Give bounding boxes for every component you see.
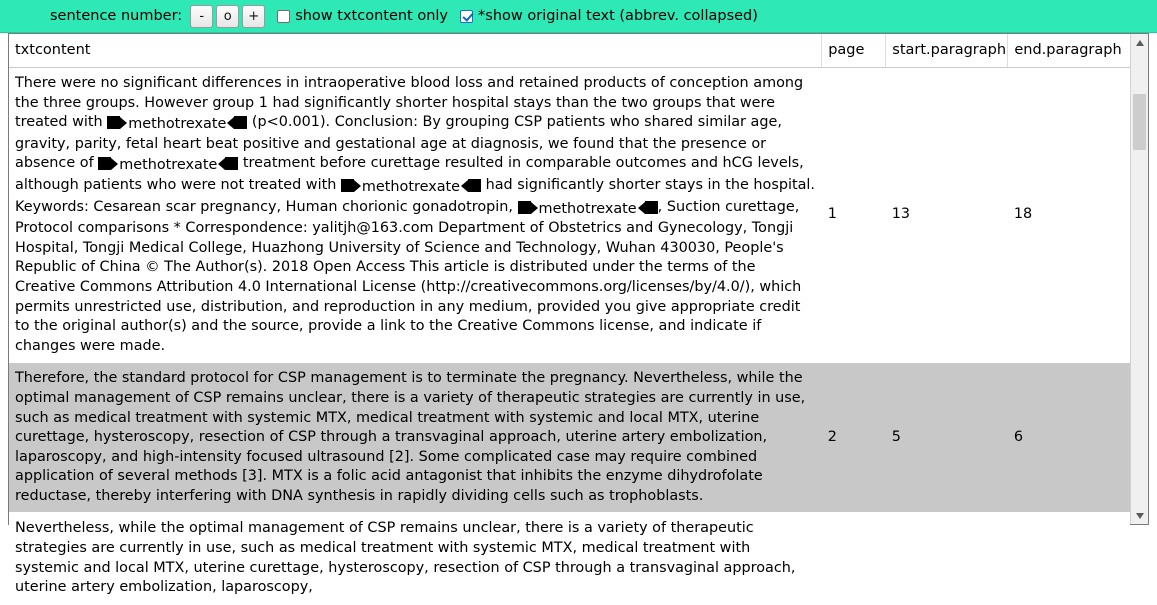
table-row[interactable] bbox=[9, 513, 1130, 604]
column-header-page[interactable]: page bbox=[822, 34, 886, 68]
show-original-text-label[interactable]: *show original text (abbrev. collapsed) bbox=[478, 8, 758, 24]
show-txtcontent-only-checkbox[interactable] bbox=[277, 10, 290, 23]
show-original-text-checkbox[interactable] bbox=[460, 10, 473, 23]
cell-page[interactable]: 2 bbox=[822, 363, 886, 513]
redaction-marked-term: methotrexate bbox=[341, 178, 481, 198]
cell-txtcontent[interactable]: There were no significant differences in intraoperative blood loss and retained products of conception among the three groups. However group 1 had significantly shorter hospital stays than the two groups that were treated with methotrexate (p<0.001). Conclusion: By grouping CSP patients who shared similar age, gravity, parity, fetal heart beat positive and gestational age at diagnosis, we found that the presence or absence of methotrexate treatment before curettage resulted in comparable outcomes and hCG levels, although patients who were not treated with methotrexate had significantly shorter stays in the hospital. Keywords: Cesarean scar pregnancy, Human chorionic gonadotropin, methotrexate , Suction curettage, Protocol comparisons * Correspondence: yalitjh@163.com Department of Obstetrics and Gynecology, Tongji Hospital, Tongji Medical College, Huazhong University of Science and Technology, Wuhan 430030, People's Republic of China © The Author(s). 2018 Open Access This article is distributed under the terms of the Creative Commons Attribution 4.0 International License (http://creativecommons.org/licenses/by/4.0/), which permits unrestricted use, distribution, and reproduction in any medium, provided you give appropriate credit to the original author(s) and the source, provide a link to the Creative Commons license, and indicate if changes were made. bbox=[9, 68, 822, 363]
cell-end-paragraph[interactable]: 18 bbox=[1008, 68, 1130, 363]
cell-end-paragraph[interactable] bbox=[1008, 513, 1130, 604]
toolbar bbox=[0, 0, 1157, 33]
scroll-down-button[interactable] bbox=[1131, 507, 1148, 524]
cell-page[interactable] bbox=[822, 513, 886, 604]
scrollbar-thumb[interactable] bbox=[1133, 94, 1146, 150]
show-txtcontent-only-label[interactable]: show txtcontent only bbox=[295, 8, 449, 24]
cell-start-paragraph[interactable]: 5 bbox=[886, 363, 1008, 513]
sentence-reset-button[interactable]: o bbox=[216, 5, 239, 28]
column-header-end-paragraph[interactable]: end.paragraph bbox=[1008, 34, 1130, 68]
show-original-text-control[interactable] bbox=[460, 8, 758, 24]
chevron-down-icon bbox=[1136, 513, 1144, 519]
data-table-panel bbox=[8, 33, 1149, 596]
sentence-increment-button[interactable]: + bbox=[242, 5, 265, 28]
column-header-start-paragraph[interactable]: start.paragraph bbox=[886, 34, 1008, 68]
txtcontent-table bbox=[9, 34, 1130, 605]
table-body bbox=[9, 68, 1130, 605]
redaction-marked-term: methotrexate bbox=[107, 115, 247, 135]
table-row[interactable] bbox=[9, 68, 1130, 363]
cell-start-paragraph[interactable]: 13 bbox=[886, 68, 1008, 363]
scroll-up-button[interactable] bbox=[1131, 34, 1148, 51]
sentence-number-label: sentence number: bbox=[50, 8, 183, 24]
cell-page[interactable]: 1 bbox=[822, 68, 886, 363]
table-row[interactable] bbox=[9, 363, 1130, 513]
cell-end-paragraph[interactable]: 6 bbox=[1008, 363, 1130, 513]
column-header-txtcontent[interactable]: txtcontent bbox=[9, 34, 822, 68]
sentence-number-stepper bbox=[190, 5, 265, 28]
table-header-row bbox=[9, 34, 1130, 68]
vertical-scrollbar[interactable] bbox=[1130, 34, 1148, 524]
data-grid bbox=[9, 34, 1130, 596]
cell-start-paragraph[interactable] bbox=[886, 513, 1008, 604]
show-txtcontent-only-control[interactable] bbox=[277, 8, 448, 24]
redaction-marked-term: methotrexate bbox=[518, 200, 658, 220]
sentence-decrement-button[interactable]: - bbox=[190, 5, 213, 28]
cell-txtcontent[interactable]: Therefore, the standard protocol for CSP management is to terminate the pregnancy. Nevertheless, while the optimal management of CSP remains unclear, there is a variety of therapeutic strategies are currently in use, such as medical treatment with systemic MTX, medical treatment with systemic and local MTX, uterine curettage, hysteroscopy, resection of CSP through a transvaginal approach, uterine artery embolization, laparoscopy, and high-intensity focused ultrasound [2]. Some complicated case may require combined application of several methods [3]. MTX is a folic acid antagonist that inhibits the enzyme dihydrofolate reductase, thereby interfering with DNA synthesis in rapidly dividing cells such as trophoblasts. bbox=[9, 363, 822, 513]
cell-txtcontent[interactable]: Nevertheless, while the optimal management of CSP remains unclear, there is a variety of therapeutic strategies are currently in use, such as medical treatment with systemic MTX, medical treatment with systemic and local MTX, uterine curettage, hysteroscopy, resection of CSP through a transvaginal approach, uterine artery embolization, laparoscopy, bbox=[9, 513, 822, 604]
chevron-up-icon bbox=[1136, 40, 1144, 46]
redaction-marked-term: methotrexate bbox=[98, 156, 238, 176]
